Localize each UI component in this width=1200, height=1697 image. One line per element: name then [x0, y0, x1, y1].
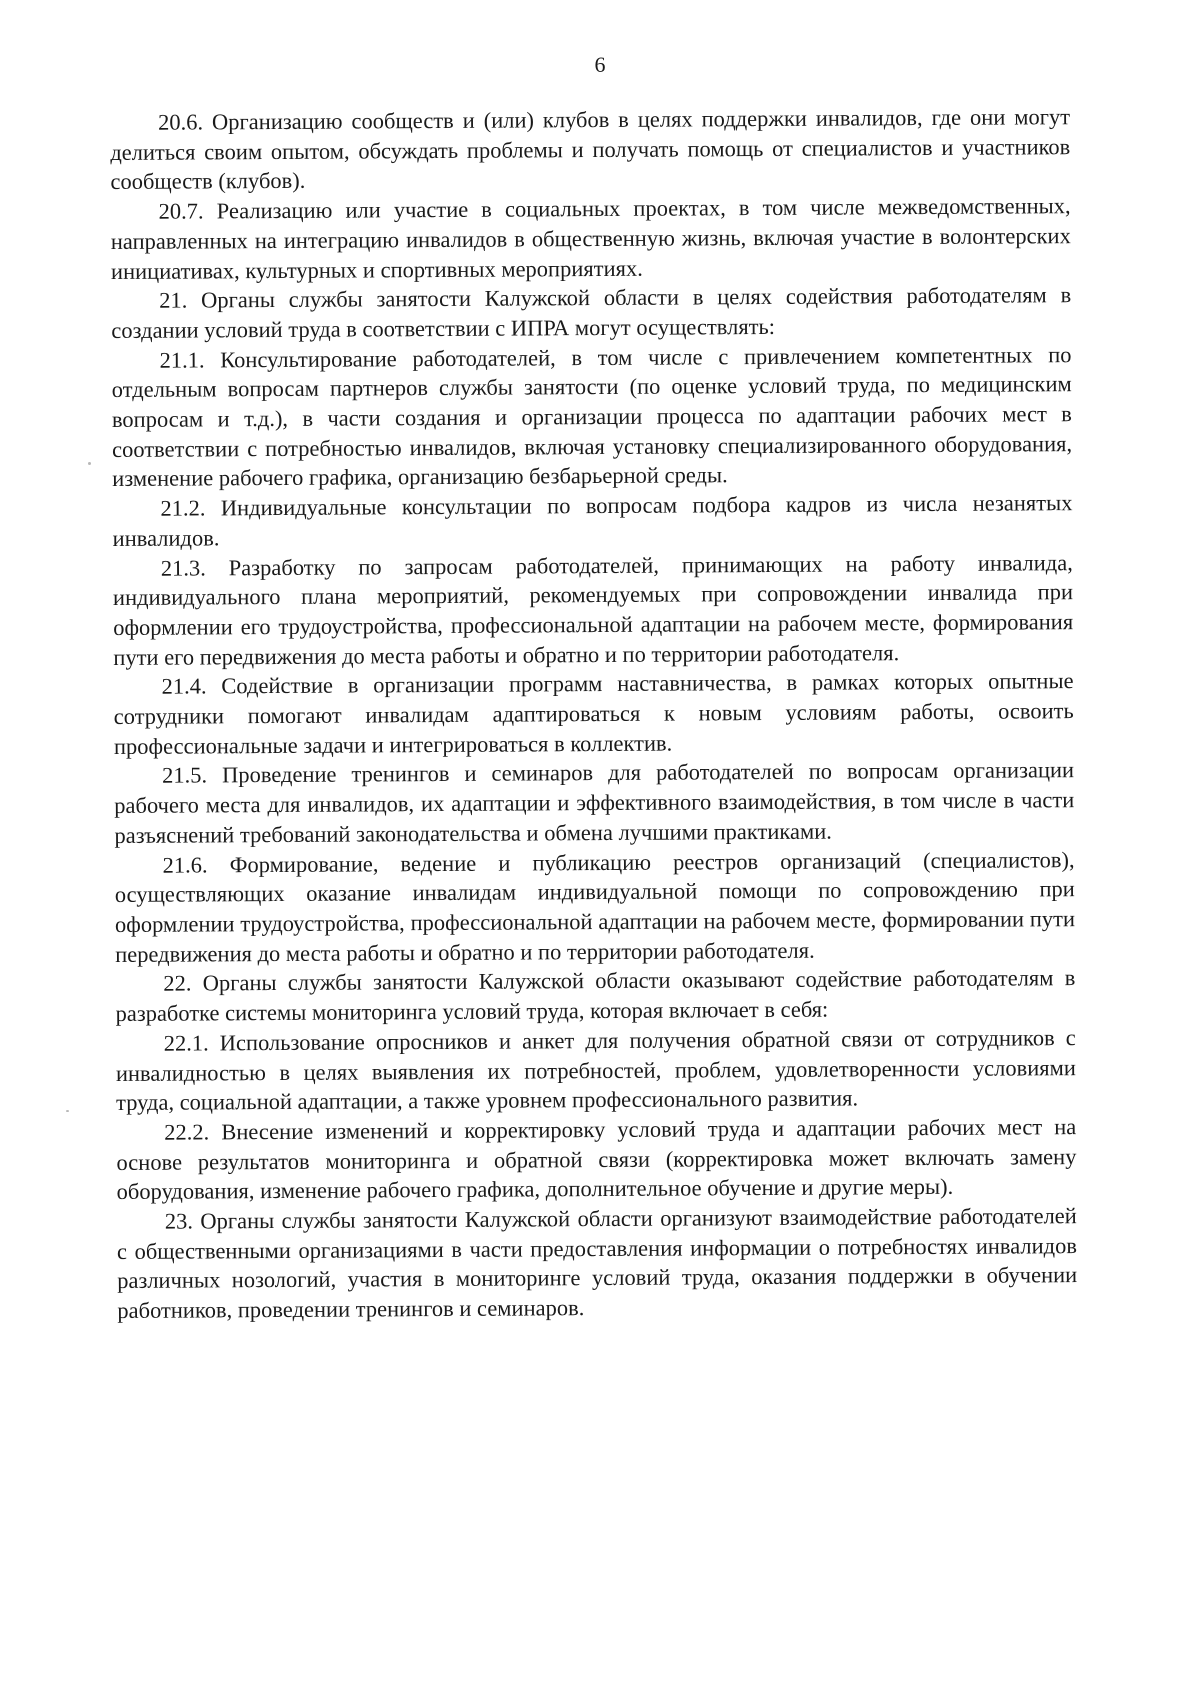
paragraph-20-7: 20.7. Реализацию или участие в социальных проектах, в том числе межведомственных, направленных на интеграцию инвалидов в общественную жизнь, включая участие в волонтерских инициативах, культурных и спортивных мероприятиях.	[110, 193, 1071, 284]
page-number: 6	[594, 52, 606, 77]
paragraph-22-2: 22.2. Внесение изменений и корректировку условий труда и адаптации рабочих мест на основе результатов мониторинга и обратной связи (корректировка может включать замену оборудования, изменение рабочего графика, дополнительное обучение и другие меры).	[116, 1114, 1077, 1205]
paragraph-22-1: 22.1. Использование опросников и анкет для получения обратной связи от сотрудников с инвалидностью в целях выявления их потребностей, проблем, удовлетворенности условиями труда, социальной адаптации, а также уровнем профессионального развития.	[115, 1024, 1076, 1116]
paragraph-21-4: 21.4. Содействие в организации программ наставничества, в рамках которых опытные сотрудники помогают инвалидам адаптироваться к новым условиям работы, освоить профессиональные задачи и интегрироваться в коллектив.	[113, 668, 1074, 759]
paragraph-21-6: 21.6. Формирование, ведение и публикацию реестров организаций (специалистов), осуществляющих оказание инвалидам индивидуальной помощи по сопровождению при оформлении трудоустройства, профессиональной адаптации на рабочем месте, формировании пути передвижения до места работы и обратно и по территории работодателя.	[114, 846, 1076, 967]
paragraph-21-1: 21.1. Консультирование работодателей, в том числе с привлечением компетентных по отдельным вопросам партнеров службы занятости (по оценке условий труда, по медицинским вопросам и т.д.), в части создания и организации процесса по адаптации рабочих мест в соответствии с потребностью инвалидов, включая установку специализированного оборудования, изменение рабочего графика, организацию безбарьерной среды.	[111, 341, 1073, 492]
scan-artifact	[88, 462, 91, 465]
document-body	[110, 102, 1077, 1326]
paragraph-22: 22. Органы службы занятости Калужской области оказывают содействие работодателям в разработке системы мониторинга условий труда, которая включает в себя:	[115, 965, 1076, 1027]
paragraph-21-3: 21.3. Разработку по запросам работодателей, принимающих на работу инвалида, индивидуального плана мероприятий, рекомендуемых при сопровождении инвалида при оформлении его трудоустройства, профессиональной адаптации на рабочем месте, формирования пути его передвижения до места работы и обратно и по территории работодателя.	[112, 549, 1074, 670]
paragraph-20-6: 20.6. Организацию сообществ и (или) клубов в целях поддержки инвалидов, где они могут делиться своим опытом, обсуждать проблемы и получать помощь от специалистов и участников сообществ (клубов).	[110, 104, 1071, 195]
scan-artifact	[66, 1110, 69, 1112]
paragraph-21-2: 21.2. Индивидуальные консультации по вопросам подбора кадров из числа незанятых инвалидов.	[112, 490, 1073, 551]
paragraph-21-5: 21.5. Проведение тренингов и семинаров для работодателей по вопросам организации рабочего места для инвалидов, их адаптации и эффективного взаимодействия, в том числе в части разъяснений требований законодательства и обмена лучшими практиками.	[114, 757, 1075, 848]
paragraph-23: 23. Органы службы занятости Калужской области организуют взаимодействие работодателей с общественными организациями в части предоставления информации о потребностях инвалидов различных нозологий, участия в мониторинге условий труда, оказания поддержки в обучении работников, проведении тренингов и семинаров.	[116, 1203, 1078, 1324]
paragraph-21: 21. Органы службы занятости Калужской области в целях содействия работодателям в создании условий труда в соответствии с ИПРА могут осуществлять:	[111, 282, 1072, 343]
